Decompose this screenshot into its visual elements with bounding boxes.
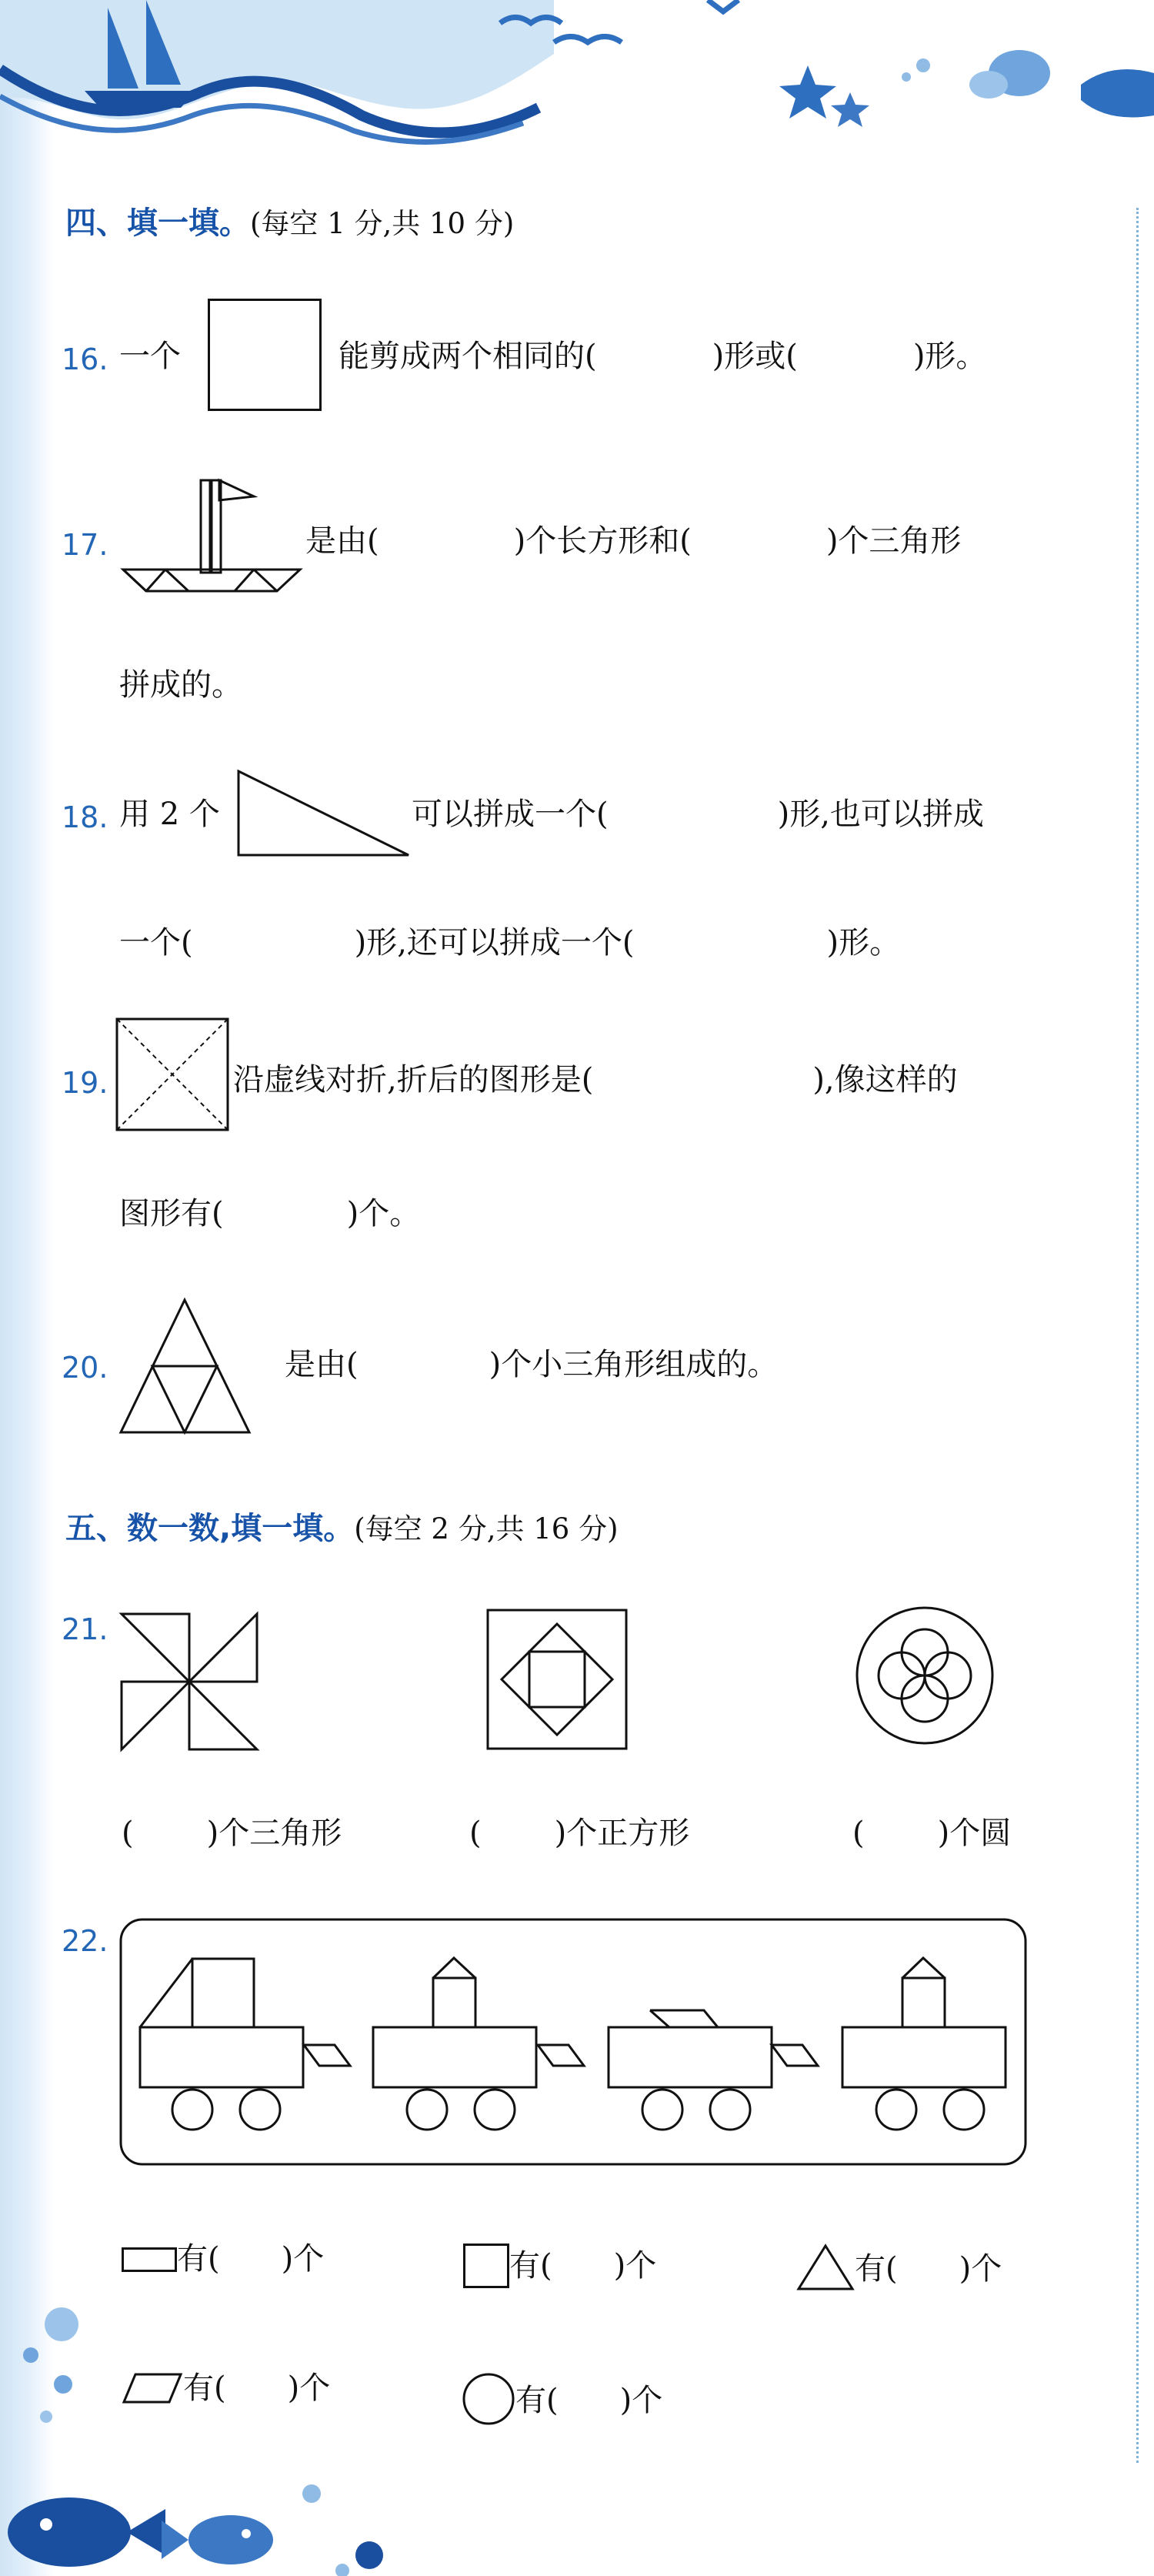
right-triangle-figure (237, 770, 410, 858)
train-figure (119, 1918, 1027, 2166)
nested-squares-figure (486, 1609, 628, 1750)
parallelogram-icon (122, 2372, 183, 2404)
question-22-number: 22. (62, 1924, 108, 1958)
sailboat-figure (119, 477, 304, 593)
section-5-heading (65, 1504, 619, 1548)
pinwheel-figure (120, 1612, 258, 1751)
q22-rectangle-answer: 有( )个 (122, 2244, 324, 2274)
question-17-number: 17. (62, 528, 108, 562)
rectangle-icon (122, 2247, 177, 2272)
question-21-answer-triangles: ( )个三角形 (122, 1816, 342, 1851)
section-4-title: 四、填一填。 (65, 205, 250, 241)
folded-square-figure (115, 1017, 229, 1131)
question-19-number: 19. (62, 1066, 108, 1100)
question-17-line-2: 拼成的。 (119, 667, 242, 703)
section-5-note: (每空 2 分,共 16 分) (354, 1512, 619, 1545)
question-18-prefix: 用 2 个 (119, 797, 220, 832)
question-21-number: 21. (62, 1612, 108, 1646)
question-21-answer-circles: ( )个圆 (852, 1816, 1012, 1851)
question-21-answer-squares: ( )个正方形 (469, 1816, 690, 1851)
q22-triangle-answer: 有( )个 (796, 2244, 1002, 2291)
overlapping-circles-figure (854, 1605, 996, 1746)
square-icon (463, 2244, 509, 2288)
q22-circle-answer: 有( )个 (462, 2372, 662, 2426)
question-18-number: 18. (62, 800, 108, 834)
right-dotted-rule (1136, 208, 1139, 2463)
bottom-fish-decoration (0, 2447, 462, 2576)
left-decorative-band (0, 0, 54, 2576)
crab-icon (1081, 69, 1154, 118)
top-wave-banner (0, 0, 1154, 154)
bubble-decoration (0, 2301, 85, 2432)
question-19-line-2: 图形有( )个。 (119, 1196, 421, 1231)
fish-icon (8, 2497, 131, 2567)
q22-parallelogram-answer: 有( )个 (122, 2372, 330, 2404)
square-figure (208, 299, 322, 411)
section-5-title: 五、数一数,填一填。 (65, 1511, 355, 1546)
section-4-heading (65, 199, 514, 242)
question-19-line: 沿虚线对折,折后的图形是( ),像这样的 (233, 1062, 958, 1098)
question-20-number: 20. (62, 1351, 108, 1385)
triangle-icon (796, 2244, 855, 2291)
question-17-line: 是由( )个长方形和( )个三角形 (305, 523, 962, 559)
triangle-of-triangles-figure (118, 1297, 252, 1435)
question-18-line: 可以拼成一个( )形,也可以拼成 (412, 797, 984, 832)
section-4-note: (每空 1 分,共 10 分) (250, 207, 515, 240)
circle-icon (462, 2372, 515, 2426)
question-16-number: 16. (62, 342, 108, 376)
question-16-prefix: 一个 (119, 339, 181, 374)
question-18-line-2: 一个( )形,还可以拼成一个( )形。 (119, 925, 901, 961)
q22-square-answer: 有( )个 (463, 2244, 656, 2288)
question-16-line: 能剪成两个相同的( )形或( )形。 (339, 339, 987, 374)
question-20-line: 是由( )个小三角形组成的。 (285, 1347, 779, 1382)
starfish-icon (779, 65, 836, 119)
